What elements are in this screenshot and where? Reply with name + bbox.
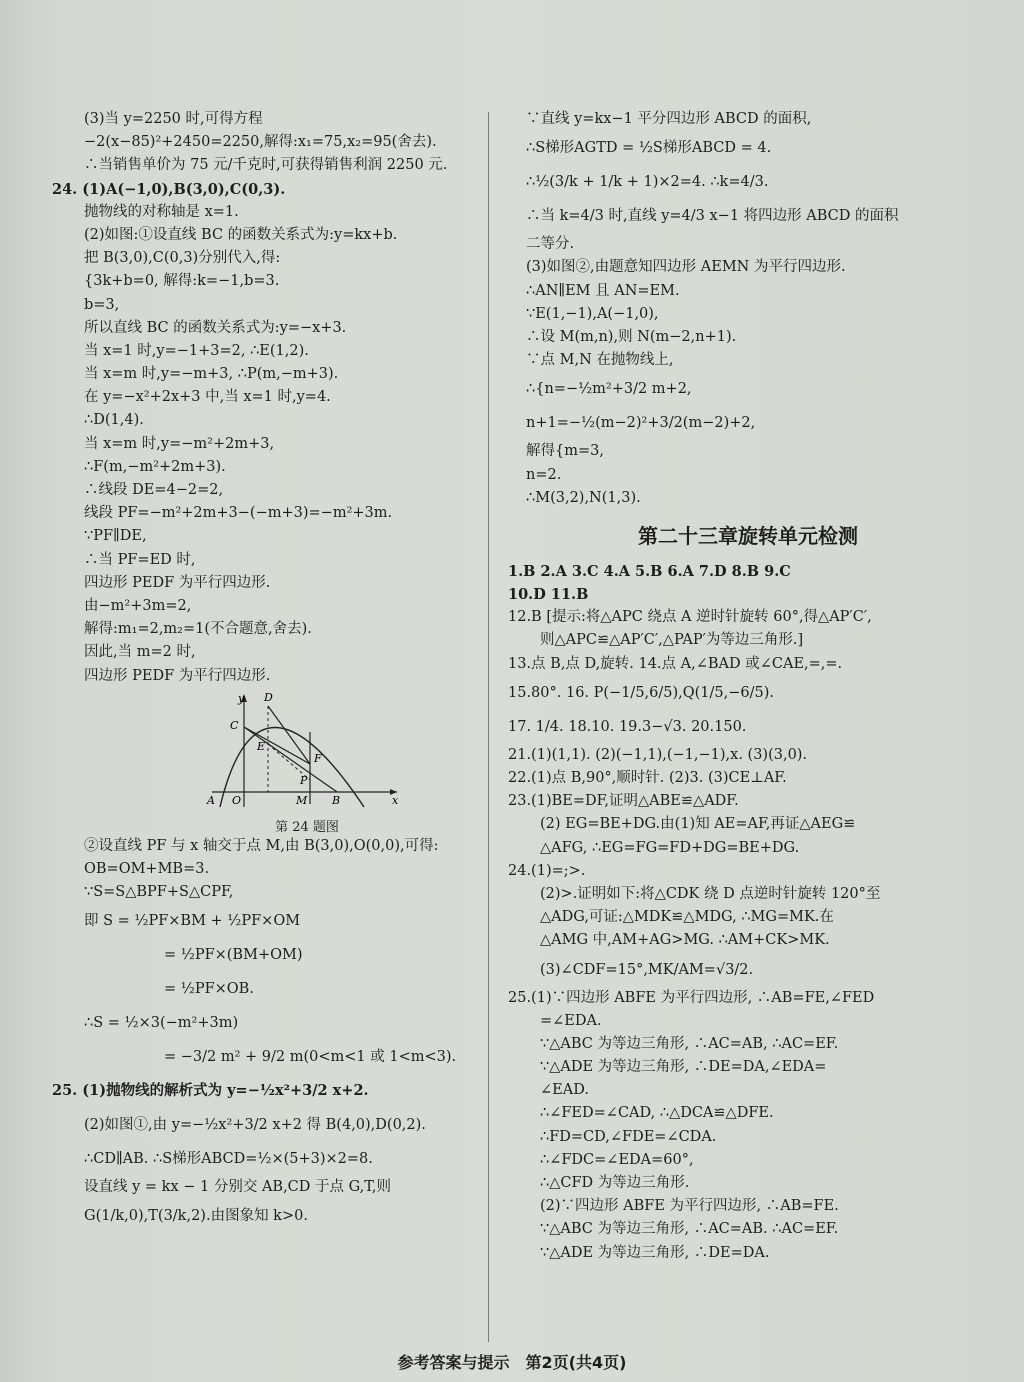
answer-line: (2)>.证明如下:将△CDK 绕 D 点逆时针旋转 120°至 [540,885,881,902]
text-line: 当 x=m 时,y=−m²+2m+3, [84,435,275,452]
text-line: ∴S = ½×3(−m²+3m) [84,1015,239,1032]
answer-line: ∵△ABC 为等边三角形, ∴AC=AB, ∴AC=EF. [540,1035,839,1052]
answer-line: 25.(1)∵四边形 ABFE 为平行四边形, ∴AB=FE,∠FED [508,989,875,1006]
label-m: M [296,793,308,807]
text-line: 抛物线的对称轴是 x=1. [84,203,239,220]
text-line: 四边形 PEDF 为平行四边形. [84,667,271,684]
answer-line: (2) EG=BE+DG.由(1)知 AE=AF,再证△AEG≌ [540,816,856,833]
answer-line: ∴∠FDC=∠EDA=60°, [540,1151,694,1168]
answer-line: 10.D 11.B [508,586,589,604]
text-line: ∴当 PF=ED 时, [84,551,196,568]
text-line: ∵直线 y=kx−1 平分四边形 ABCD 的面积, [526,111,812,127]
text-line: 当 x=1 时,y=−1+3=2, ∴E(1,2). [84,342,309,359]
figure-24 [202,692,402,835]
answer-line: 1.B 2.A 3.C 4.A 5.B 6.A 7.D 8.B 9.C [508,562,791,580]
answer-line: 21.(1)(1,1). (2)(−1,1),(−1,−1),x. (3)(3,0). [508,746,808,763]
question-24: 24. (1)A(−1,0),B(3,0),C(0,3). [52,180,286,198]
answer-line: ∵△ADE 为等边三角形, ∴DE=DA. [540,1244,770,1261]
label-x: x [392,793,399,807]
text-line: n=2. [526,466,562,483]
text-line: = ½PF×(BM+OM) [164,947,303,964]
text-line: 解得:m₁=2,m₂=1(不合题意,舍去). [84,621,312,638]
answer-line: ∵△ABC 为等边三角形, ∴AC=AB. ∴AC=EF. [540,1221,839,1238]
text-line: ∴D(1,4). [84,412,144,429]
text-line: (3)当 y=2250 时,可得方程 [84,111,263,127]
text-line: n+1=−½(m−2)²+3/2(m−2)+2, [526,415,756,432]
text-line: b=3, [84,296,120,313]
text-line: 把 B(3,0),C(0,3)分别代入,得: [84,250,281,267]
label-a: A [207,793,215,807]
text-line: ∴AN∥EM 且 AN=EM. [526,282,680,299]
label-p: P [300,773,308,787]
right-column [508,108,988,1265]
text-line: ∴线段 DE=4−2=2, [84,482,224,498]
text-line: ∵E(1,−1),A(−1,0), [526,305,659,322]
text-line: 解得{m=3, [526,443,604,460]
text-line: 设直线 y = kx − 1 分别交 AB,CD 于点 G,T,则 [84,1179,391,1196]
line-df [268,706,310,764]
text-line: ∴S梯形AGTD = ½S梯形ABCD = 4. [526,140,772,157]
answer-line: ∴△CFD 为等边三角形. [540,1175,690,1191]
answer-line: △AFG, ∴EG=FG=FD+DG=BE+DG. [540,839,800,856]
text-line: ∴CD∥AB. ∴S梯形ABCD=½×(5+3)×2=8. [84,1151,373,1168]
text-line: (3)如图②,由题意知四边形 AEMN 为平行四边形. [526,259,846,276]
text-line: 线段 PF=−m²+2m+3−(−m+3)=−m²+3m. [84,505,393,522]
label-b: B [332,793,341,807]
text-line: OB=OM+MB=3. [84,860,210,877]
text-line: ∴½(3/k + 1/k + 1)×2=4. ∴k=4/3. [526,174,769,191]
text-line: ②设直线 PF 与 x 轴交于点 M,由 B(3,0),O(0,0),可得: [84,837,439,854]
answer-line: =∠EDA. [540,1012,602,1029]
text-line: 因此,当 m=2 时, [84,644,196,661]
text-line: ∴当 k=4/3 时,直线 y=4/3 x−1 将四边形 ABCD 的面积 [526,208,899,225]
answer-line: ∴∠FED=∠CAD, ∴△DCA≌△DFE. [540,1105,774,1122]
answer-line: △ADG,可证:△MDK≌△MDG, ∴MG=MK.在 [540,909,834,926]
text-line: = −3/2 m² + 9/2 m(0<m<1 或 1<m<3). [164,1049,457,1066]
label-e: E [257,739,266,753]
text-line: 四边形 PEDF 为平行四边形. [84,574,271,591]
text-line: −2(x−85)²+2450=2250,解得:x₁=75,x₂=95(舍去). [84,134,437,151]
text-line: ∵PF∥DE, [84,528,147,545]
label-c: C [230,718,239,732]
label-f: F [314,751,322,765]
text-line: 当 x=m 时,y=−m+3, ∴P(m,−m+3). [84,366,339,383]
line-cf [244,727,310,764]
answer-line: ∵△ADE 为等边三角形, ∴DE=DA,∠EDA= [540,1059,827,1076]
text-line: {3k+b=0, 解得:k=−1,b=3. [84,273,280,290]
answer-line: (2)∵四边形 ABFE 为平行四边形, ∴AB=FE. [540,1198,839,1215]
answer-line: 23.(1)BE=DF,证明△ABE≌△ADF. [508,793,739,810]
answer-line: 15.80°. 16. P(−1/5,6/5),Q(1/5,−6/5). [508,684,774,701]
text-line: 即 S = ½PF×BM + ½PF×OM [84,913,301,930]
page-footer: 参考答案与提示 第2页(共4页) [397,1353,627,1372]
section-title: 第二十三章旋转单元检测 [638,523,858,548]
answer-line: 22.(1)点 B,90°,顺时针. (2)3. (3)CE⊥AF. [508,770,787,786]
answer-line: ∴FD=CD,∠FDE=∠CDA. [540,1128,717,1145]
text-line: ∴设 M(m,n),则 N(m−2,n+1). [526,328,737,345]
text-line: ∵S=S△BPF+S△CPF, [84,884,234,901]
answer-line: (3)∠CDF=15°,MK/AM=√3/2. [540,961,754,978]
answer-line: ∠EAD. [540,1082,589,1099]
answer-line: 12.B [提示:将△APC 绕点 A 逆时针旋转 60°,得△AP′C′, [508,609,872,626]
left-column [52,108,472,1233]
text-line: ∴F(m,−m²+2m+3). [84,458,226,475]
text-line: 二等分. [526,236,575,253]
text-line: G(1/k,0),T(3/k,2).由图象知 k>0. [84,1208,308,1225]
text-line: ∴{n=−½m²+3/2 m+2, [526,381,692,398]
text-line: 在 y=−x²+2x+3 中,当 x=1 时,y=4. [84,389,331,406]
text-line: 由−m²+3m=2, [84,597,192,614]
text-line: (2)如图①,由 y=−½x²+3/2 x+2 得 B(4,0),D(0,2). [84,1117,426,1134]
text-line: ∵点 M,N 在抛物线上, [526,352,674,369]
answer-line: △AMG 中,AM+AG>MG. ∴AM+CK>MK. [540,932,830,949]
question-25: 25. (1)抛物线的解析式为 y=−½x²+3/2 x+2. [52,1082,369,1100]
text-line: 所以直线 BC 的函数关系式为:y=−x+3. [84,319,347,336]
answer-line: 则△APC≌△AP′C′,△PAP′为等边三角形.] [540,632,804,649]
text-line: ∴当销售单价为 75 元/千克时,可获得销售利润 2250 元. [84,157,448,174]
text-line: (2)如图:①设直线 BC 的函数关系式为:y=kx+b. [84,226,398,243]
figure-caption: 第 24 题图 [275,819,339,835]
text-line: ∴M(3,2),N(1,3). [526,489,641,506]
label-o: O [232,793,242,807]
answer-line: 13.点 B,点 D,旋转. 14.点 A,∠BAD 或∠CAE,=,=. [508,655,843,672]
answer-line: 17. 1/4. 18.10. 19.3−√3. 20.150. [508,718,747,735]
label-y: y [238,691,245,705]
text-line: = ½PF×OB. [164,981,254,998]
answer-line: 24.(1)=;>. [508,862,586,879]
column-divider [488,112,489,1342]
label-d: D [264,691,273,704]
parabola-diagram [202,692,402,812]
